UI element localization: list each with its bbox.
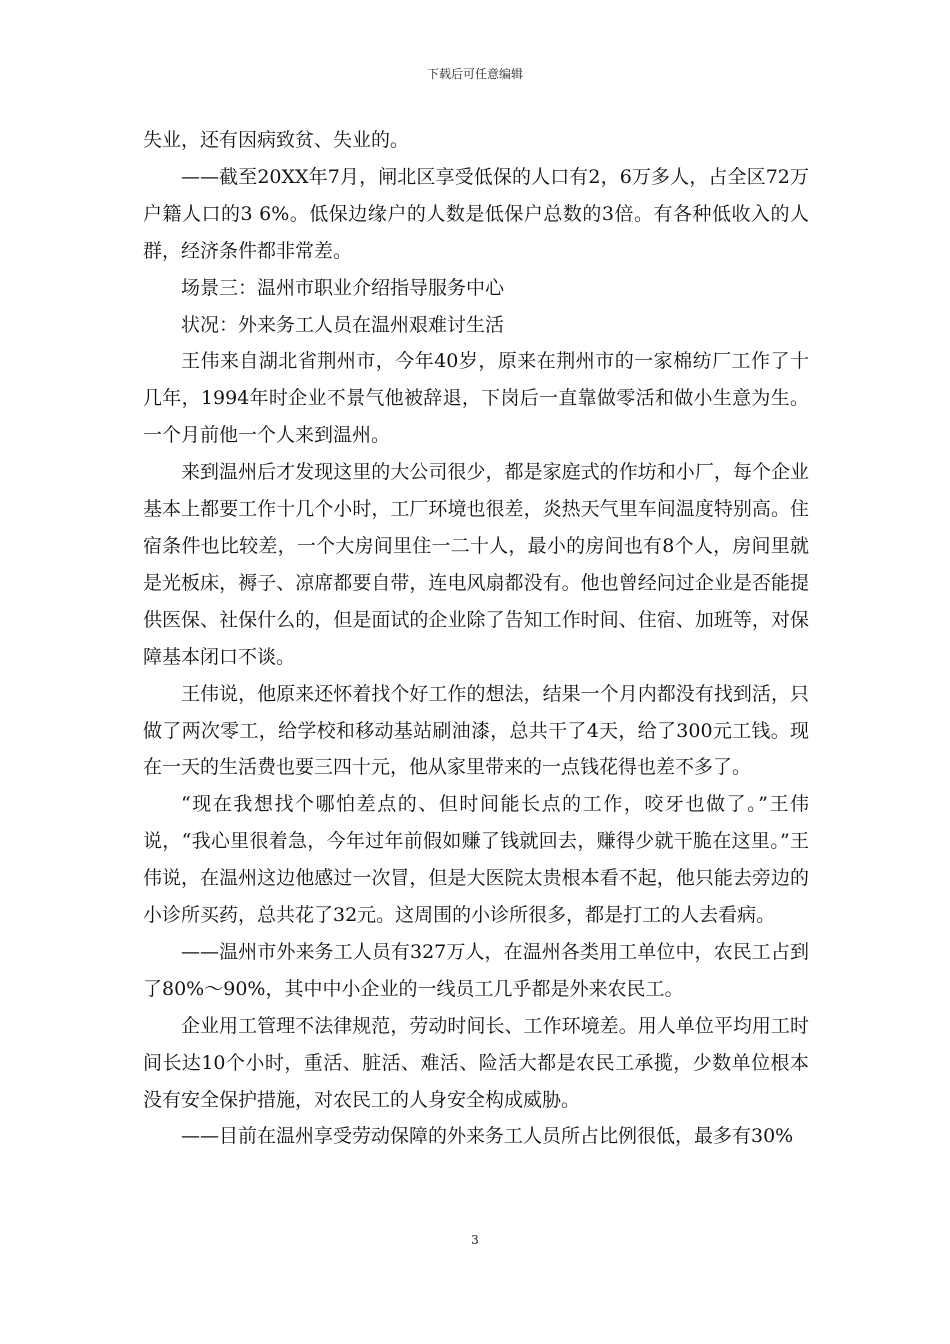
scene-heading: 场景三：温州市职业介绍指导服务中心 bbox=[181, 276, 505, 299]
paragraph-1: 失业，还有因病致贫、失业的。 bbox=[143, 129, 410, 151]
paragraph-6: 来到温州后才发现这里的大公司很少，都是家庭式的作坊和小厂，每个企业基本上都要工作十几个小时，工厂环境也很差，炎热天气里车间温度特别高。住宿条件也比较差，一个大房间里住一二十人，最小的房间也有8个人，房间里就是光板床，褥子、凉席都要自带，连电风扇都没有。他也曾经问过企业是否能提供医保、社保什么的，但是面试的企业除了告知工作时间、住宿、加班等，对保障基本闭口不谈。 bbox=[143, 461, 809, 668]
paragraph-9: ——温州市外来务工人员有327万人，在温州各类用工单位中，农民工占到了80%～90%，其中中小企业的一线员工几乎都是外来农民工。 bbox=[143, 940, 809, 1000]
paragraph-10: 企业用工管理不法律规范，劳动时间长、工作环境差。用人单位平均用工时间长达10个小时，重活、脏活、难活、险活大都是农民工承揽，少数单位根本没有安全保护措施，对农民工的人身安全构成威胁。 bbox=[143, 1014, 809, 1111]
paragraph-7: 王伟说，他原来还怀着找个好工作的想法，结果一个月内都没有找到活，只做了两次零工，给学校和移动基站刷油漆，总共干了4天，给了300元工钱。现在一天的生活费也要三四十元，他从家里带来的一点钱花得也差不多了。 bbox=[143, 682, 809, 779]
page-header: 下载后可任意编辑 bbox=[426, 67, 523, 81]
status-heading: 状况：外来务工人员在温州艰难讨生活 bbox=[181, 313, 505, 336]
paragraph-5: 王伟来自湖北省荆州市，今年40岁，原来在荆州市的一家棉纺厂工作了十几年，1994年时企业不景气他被辞退，下岗后一直靠做零活和做小生意为生。一个月前他一个人来到温州。 bbox=[143, 350, 809, 447]
paragraph-11: ——目前在温州享受劳动保障的外来务工人员所占比例很低，最多有30% bbox=[181, 1125, 794, 1148]
paragraph-2: ——截至20XX年7月，闸北区享受低保的人口有2，6万多人，占全区72万户籍人口的3 6%。低保边缘户的人数是低保户总数的3倍。有各种低收入的人群，经济条件都非常差。 bbox=[143, 165, 809, 262]
paragraph-8: “现在我想找个哪怕差点的、但时间能长点的工作，咬牙也做了。”王伟说，“我心里很着急，今年过年前假如赚了钱就回去，赚得少就干脆在这里。”王伟说，在温州这边他感过一次冒，但是大医院太贵根本看不起，他只能去旁边的小诊所买药，总共花了32元。这周围的小诊所很多，都是打工的人去看病。 bbox=[143, 793, 809, 927]
document-body bbox=[143, 122, 809, 1155]
page-number: 3 bbox=[471, 1233, 479, 1247]
